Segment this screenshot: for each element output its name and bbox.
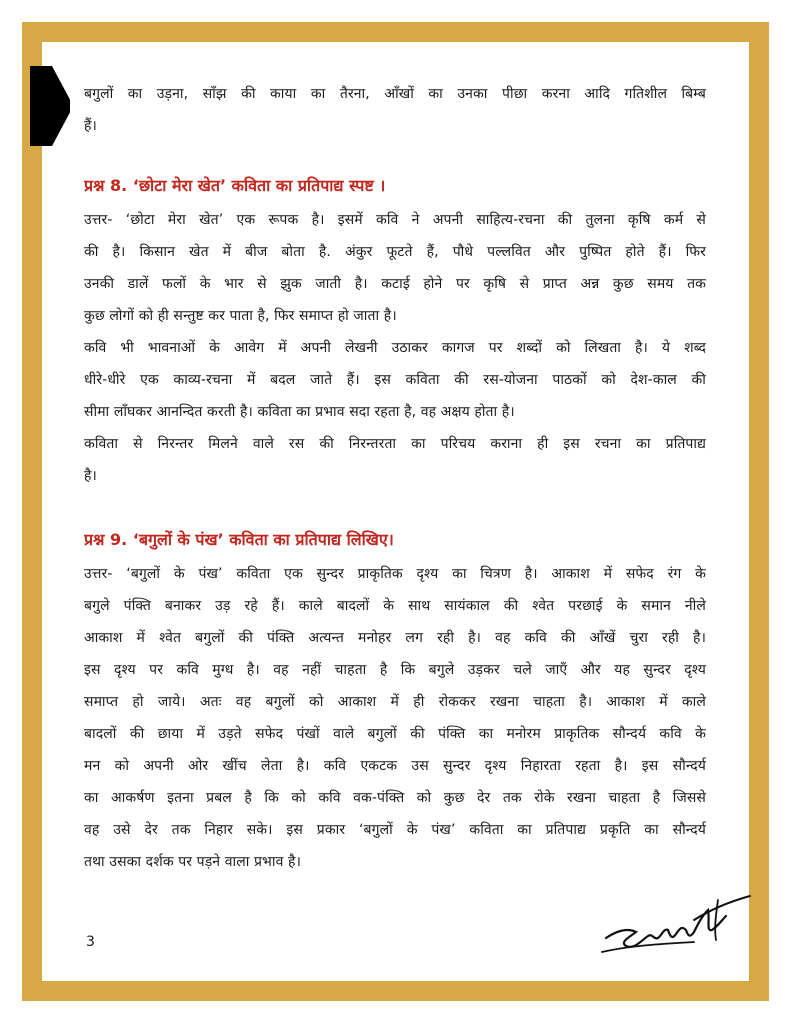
- text-line: आकाश में श्वेत बगुलों की पंक्ति अत्यन्त मनोहर लग रही है। वह कवि की आँखें चुरा रही है।: [84, 630, 706, 646]
- text-line: सीमा लाँघकर आनन्दित करती है। कविता का प्रभाव सदा रहता है, वह अक्षय होता है।: [84, 404, 515, 420]
- text-line: उत्तर- ‘बगुलों के पंख’ कविता एक सुन्दर प्राकृतिक दृश्य का चित्रण है। आकाश में सफेद रंग के: [84, 566, 706, 582]
- text-line: समाप्त हो जाये। अतः वह बगुलों को आकाश में ही रोककर रखना चाहता है। आकाश में काले: [84, 694, 706, 710]
- text-line: हैं।: [84, 118, 97, 134]
- text-line: धीरे-धीरे एक काव्य-रचना में बदल जाते हैं। इस कविता की रस-योजना पाठकों को देश-काल की: [84, 372, 706, 388]
- intro-paragraph: [84, 78, 706, 142]
- text-line: वह उसे देर तक निहार सके। इस प्रकार ‘बगुलों के पंख’ कविता का प्रतिपाद्य प्रकृति का सौन्दर्य: [84, 822, 706, 838]
- text-line: बगुलों का उड़ना, साँझ की काया का तैरना, आँखों का उनका पीछा करना आदि गतिशील बिम्ब: [84, 86, 706, 102]
- text-line: तथा उसका दर्शक पर पड़ने वाला प्रभाव है।: [84, 854, 301, 870]
- text-line: इस दृश्य पर कवि मुग्ध है। वह नहीं चाहता है कि बगुले उड़कर चले जाएँ और यह सुन्दर दृश्य: [84, 662, 706, 678]
- page-content: [84, 78, 706, 878]
- handwritten-signature: [598, 880, 758, 958]
- text-line: मन को अपनी ओर खींच लेता है। कवि एकटक उस सुन्दर दृश्य निहारता रहता है। इस सौन्दर्य: [84, 758, 706, 774]
- text-line: बादलों की छाया में उड़ते सफेद पंखों वाले बगुलों की पंक्ति का मनोरम प्राकृतिक सौन्दर्य कवि के: [84, 726, 706, 742]
- page-number: 3: [86, 934, 95, 950]
- question-8-section: [84, 168, 706, 492]
- text-line: कवि भी भावनाओं के आवेग में अपनी लेखनी उठाकर कागज पर शब्दों को लिखता है। ये शब्द: [84, 340, 706, 356]
- text-line: उनकी डालें फलों के भार से झुक जाती है। कटाई होने पर कृषि से प्राप्त अन्न कुछ समय तक: [84, 276, 706, 292]
- text-line: की है। किसान खेत में बीज बोता है. अंकुर फूटते हैं, पौधे पल्लवित और पुष्पित होते हैं। फिर: [84, 244, 706, 260]
- text-line: उत्तर- ‘छोटा मेरा खेत’ एक रूपक है। इसमें कवि ने अपनी साहित्य-रचना की तुलना कृषि कर्म से: [84, 212, 706, 228]
- question-9-section: [84, 522, 706, 878]
- question-9-heading: प्रश्न 9. ‘बगुलों के पंख’ कविता का प्रतिपाद्य लिखिए।: [84, 530, 394, 549]
- text-line: का आकर्षण इतना प्रबल है कि को कवि वक-पंक्ति को कुछ देर तक रोके रखना चाहता है जिससे: [84, 790, 706, 806]
- text-line: बगुले पंक्ति बनाकर उड़ रहे हैं। काले बादलों के साथ सायंकाल की श्वेत परछाई के समान नीले: [84, 598, 706, 614]
- text-line: कुछ लोगों को ही सन्तुष्ट कर पाता है, फिर समाप्त हो जाता है।: [84, 308, 397, 324]
- text-line: कविता से निरन्तर मिलने वाले रस की निरन्तरता का परिचय कराना ही इस रचना का प्रतिपाद्य: [84, 436, 706, 452]
- question-8-heading: प्रश्न 8. ‘छोटा मेरा खेत’ कविता का प्रतिपाद्य स्पष्ट ।: [84, 176, 386, 195]
- text-line: है।: [84, 468, 97, 484]
